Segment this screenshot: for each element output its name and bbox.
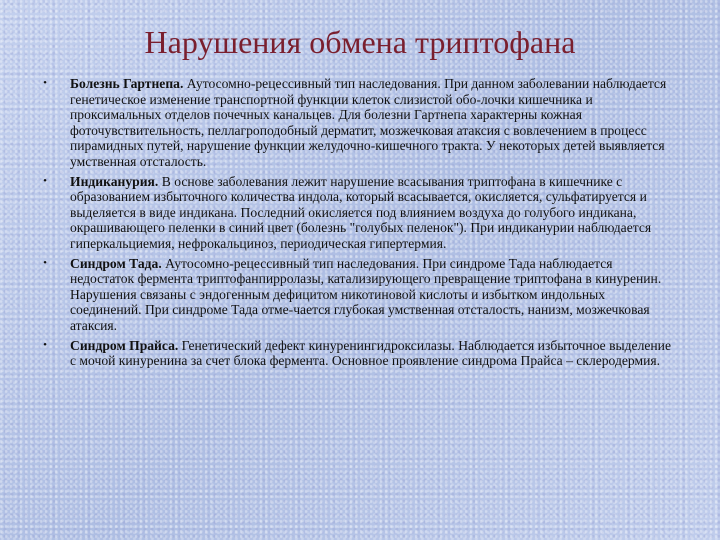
slide-title: Нарушения обмена триптофана: [144, 24, 576, 60]
bullet-icon: •: [43, 174, 47, 187]
item-term: Синдром Прайса.: [70, 337, 179, 353]
bullet-icon: •: [43, 338, 47, 351]
item-term: Синдром Тада.: [70, 255, 162, 271]
list-item-hartnup: [40, 76, 680, 170]
bullet-icon: •: [43, 77, 47, 89]
list-item-tada-syndrome: [40, 256, 680, 334]
item-text: Аутосомно-рецессивный тип наследования. При данном заболевании наблюдается генетическое изменение транспортной функции клеток слизистой обо-лочки кишечника и проксимальных отделов почечных канальцев. Для болезни Гартнепа характерны кожная фоточувствительность, пеллагроподобный дерматит, мозжечковая атаксия с вовлечением в процесс пирамидных путей, нарушение функции желудочно-кишечного тракта. У некоторых детей выявляется умственная отсталость.: [70, 76, 667, 169]
item-term: Болезнь Гартнепа.: [70, 76, 184, 91]
item-term: Индиканурия.: [70, 173, 159, 189]
list-item-indicanuria: [40, 174, 680, 252]
bullet-icon: •: [43, 256, 47, 269]
item-text: В основе заболевания лежит нарушение всасывания триптофана в кишечнике с образованием избыточного количества индола, который всасывается, окисляется, сульфатируется и выделяется в виде индикана. Последний окисляется под влиянием воздуха до голубого индикана, окрашивающего пеленки в синий цвет (болезнь "голубых пеленок"). При индиканурии наблюдается гиперкальциемия, нефрокальциноз, периодическая гипертермия.: [70, 173, 652, 251]
item-text: Генетический дефект кинуренингидроксилазы. Наблюдается избыточное выделение с мочой кинуренина за счет блока фермента. Основное проявление синдрома Прайса – склеродермия.: [70, 337, 671, 369]
list-item-price-syndrome: [40, 338, 680, 369]
item-text: Аутосомно-рецессивный тип наследования. При синдроме Тада наблюдается недостаток фермента триптофанпирролазы, катализирующего превращение триптофана в кинуренин. Нарушения связаны с эндогенным дефицитом никотиновой кислоты и избытком индольных соединений. При синдроме Тада отме-чается глубокая умственная отсталость, нанизм, мозжечковая атаксия.: [70, 255, 662, 333]
bullet-list: [40, 76, 680, 373]
